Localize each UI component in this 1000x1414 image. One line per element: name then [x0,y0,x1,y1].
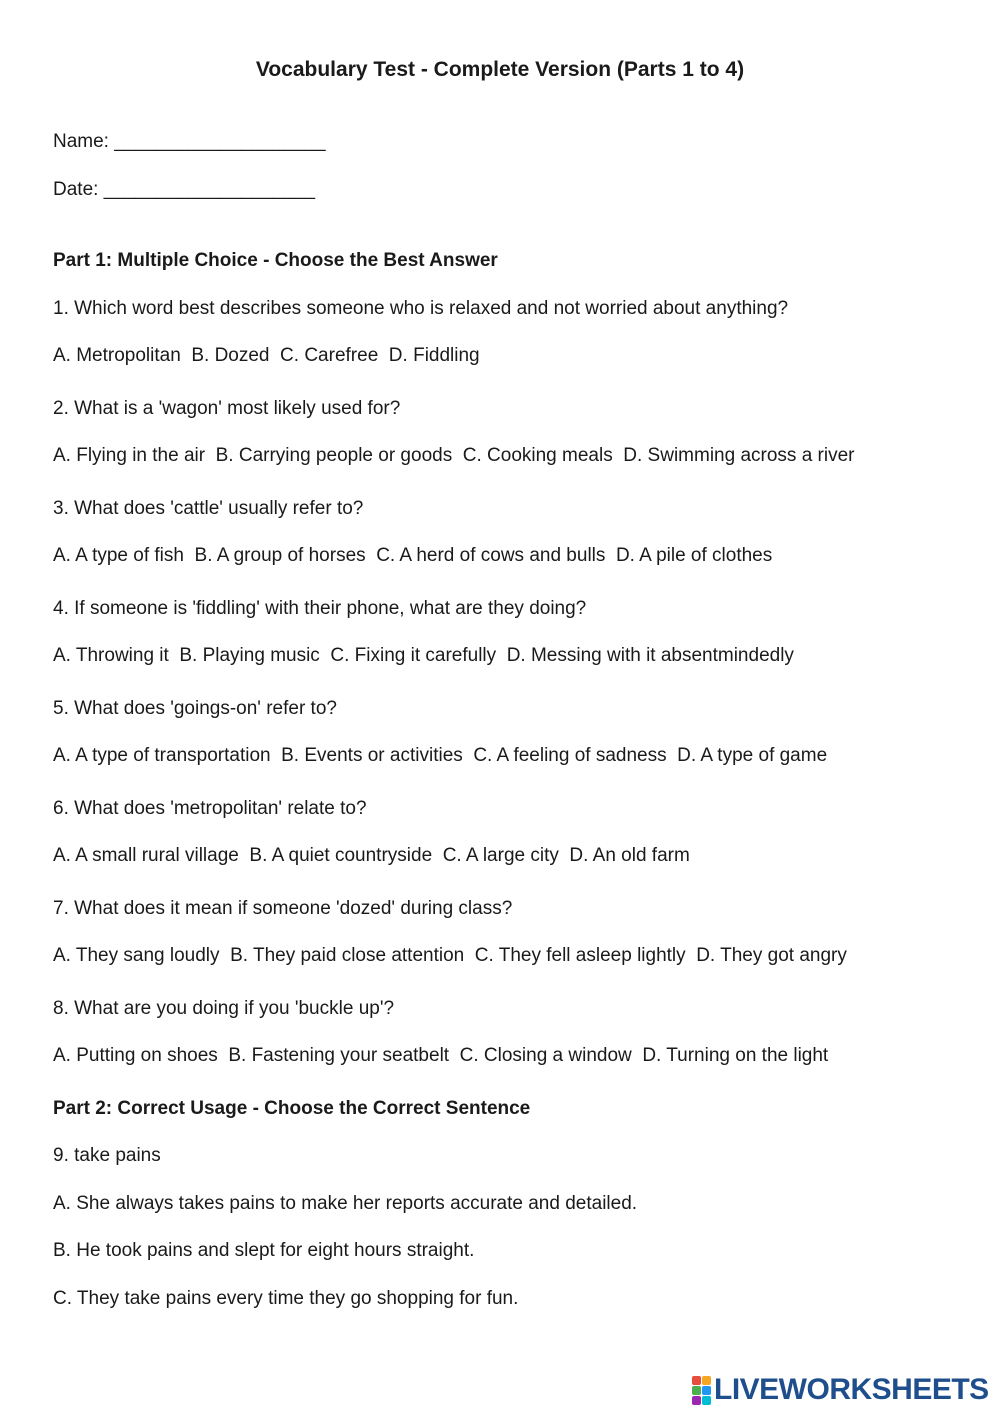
date-field[interactable]: Date: ____________________ [53,179,316,200]
logo-text: LIVEWORKSHEETS [714,1373,989,1406]
question-4-options: A. Throwing it B. Playing music C. Fixing it carefully D. Messing with it absentmindedly [53,645,794,666]
logo-square-icon [702,1376,711,1385]
question-7-options: A. They sang loudly B. They paid close attention C. They fell asleep lightly D. They got angry [53,945,847,966]
question-2-options: A. Flying in the air B. Carrying people or goods C. Cooking meals D. Swimming across a river [53,445,855,466]
question-8-options: A. Putting on shoes B. Fastening your seatbelt C. Closing a window D. Turning on the light [53,1045,829,1066]
part2-heading: Part 2: Correct Usage - Choose the Correct Sentence [53,1098,531,1119]
logo-mark-icon [692,1376,711,1405]
logo-square-icon [692,1396,701,1405]
liveworksheets-logo [692,1374,989,1406]
logo-square-icon [692,1376,701,1385]
question-9-option-c: C. They take pains every time they go shopping for fun. [53,1288,519,1309]
question-1: 1. Which word best describes someone who is relaxed and not worried about anything? [53,298,789,319]
question-6-options: A. A small rural village B. A quiet countryside C. A large city D. An old farm [53,845,690,866]
part1-heading: Part 1: Multiple Choice - Choose the Best Answer [53,250,498,271]
question-3: 3. What does 'cattle' usually refer to? [53,498,364,519]
question-1-options: A. Metropolitan B. Dozed C. Carefree D. Fiddling [53,345,480,366]
question-5: 5. What does 'goings-on' refer to? [53,698,337,719]
question-2: 2. What is a 'wagon' most likely used for? [53,398,401,419]
logo-square-icon [702,1396,711,1405]
question-9: 9. take pains [53,1145,161,1166]
question-8: 8. What are you doing if you 'buckle up'? [53,998,395,1019]
question-4: 4. If someone is 'fiddling' with their phone, what are they doing? [53,598,587,619]
name-field[interactable]: Name: ____________________ [53,131,326,152]
question-5-options: A. A type of transportation B. Events or activities C. A feeling of sadness D. A type of game [53,745,828,766]
question-9-option-a: A. She always takes pains to make her reports accurate and detailed. [53,1193,638,1214]
page-title: Vocabulary Test - Complete Version (Parts 1 to 4) [255,58,745,81]
question-3-options: A. A type of fish B. A group of horses C. A herd of cows and bulls D. A pile of clothes [53,545,773,566]
logo-square-icon [692,1386,701,1395]
question-6: 6. What does 'metropolitan' relate to? [53,798,367,819]
logo-square-icon [702,1386,711,1395]
question-7: 7. What does it mean if someone 'dozed' during class? [53,898,513,919]
question-9-option-b: B. He took pains and slept for eight hours straight. [53,1240,475,1261]
